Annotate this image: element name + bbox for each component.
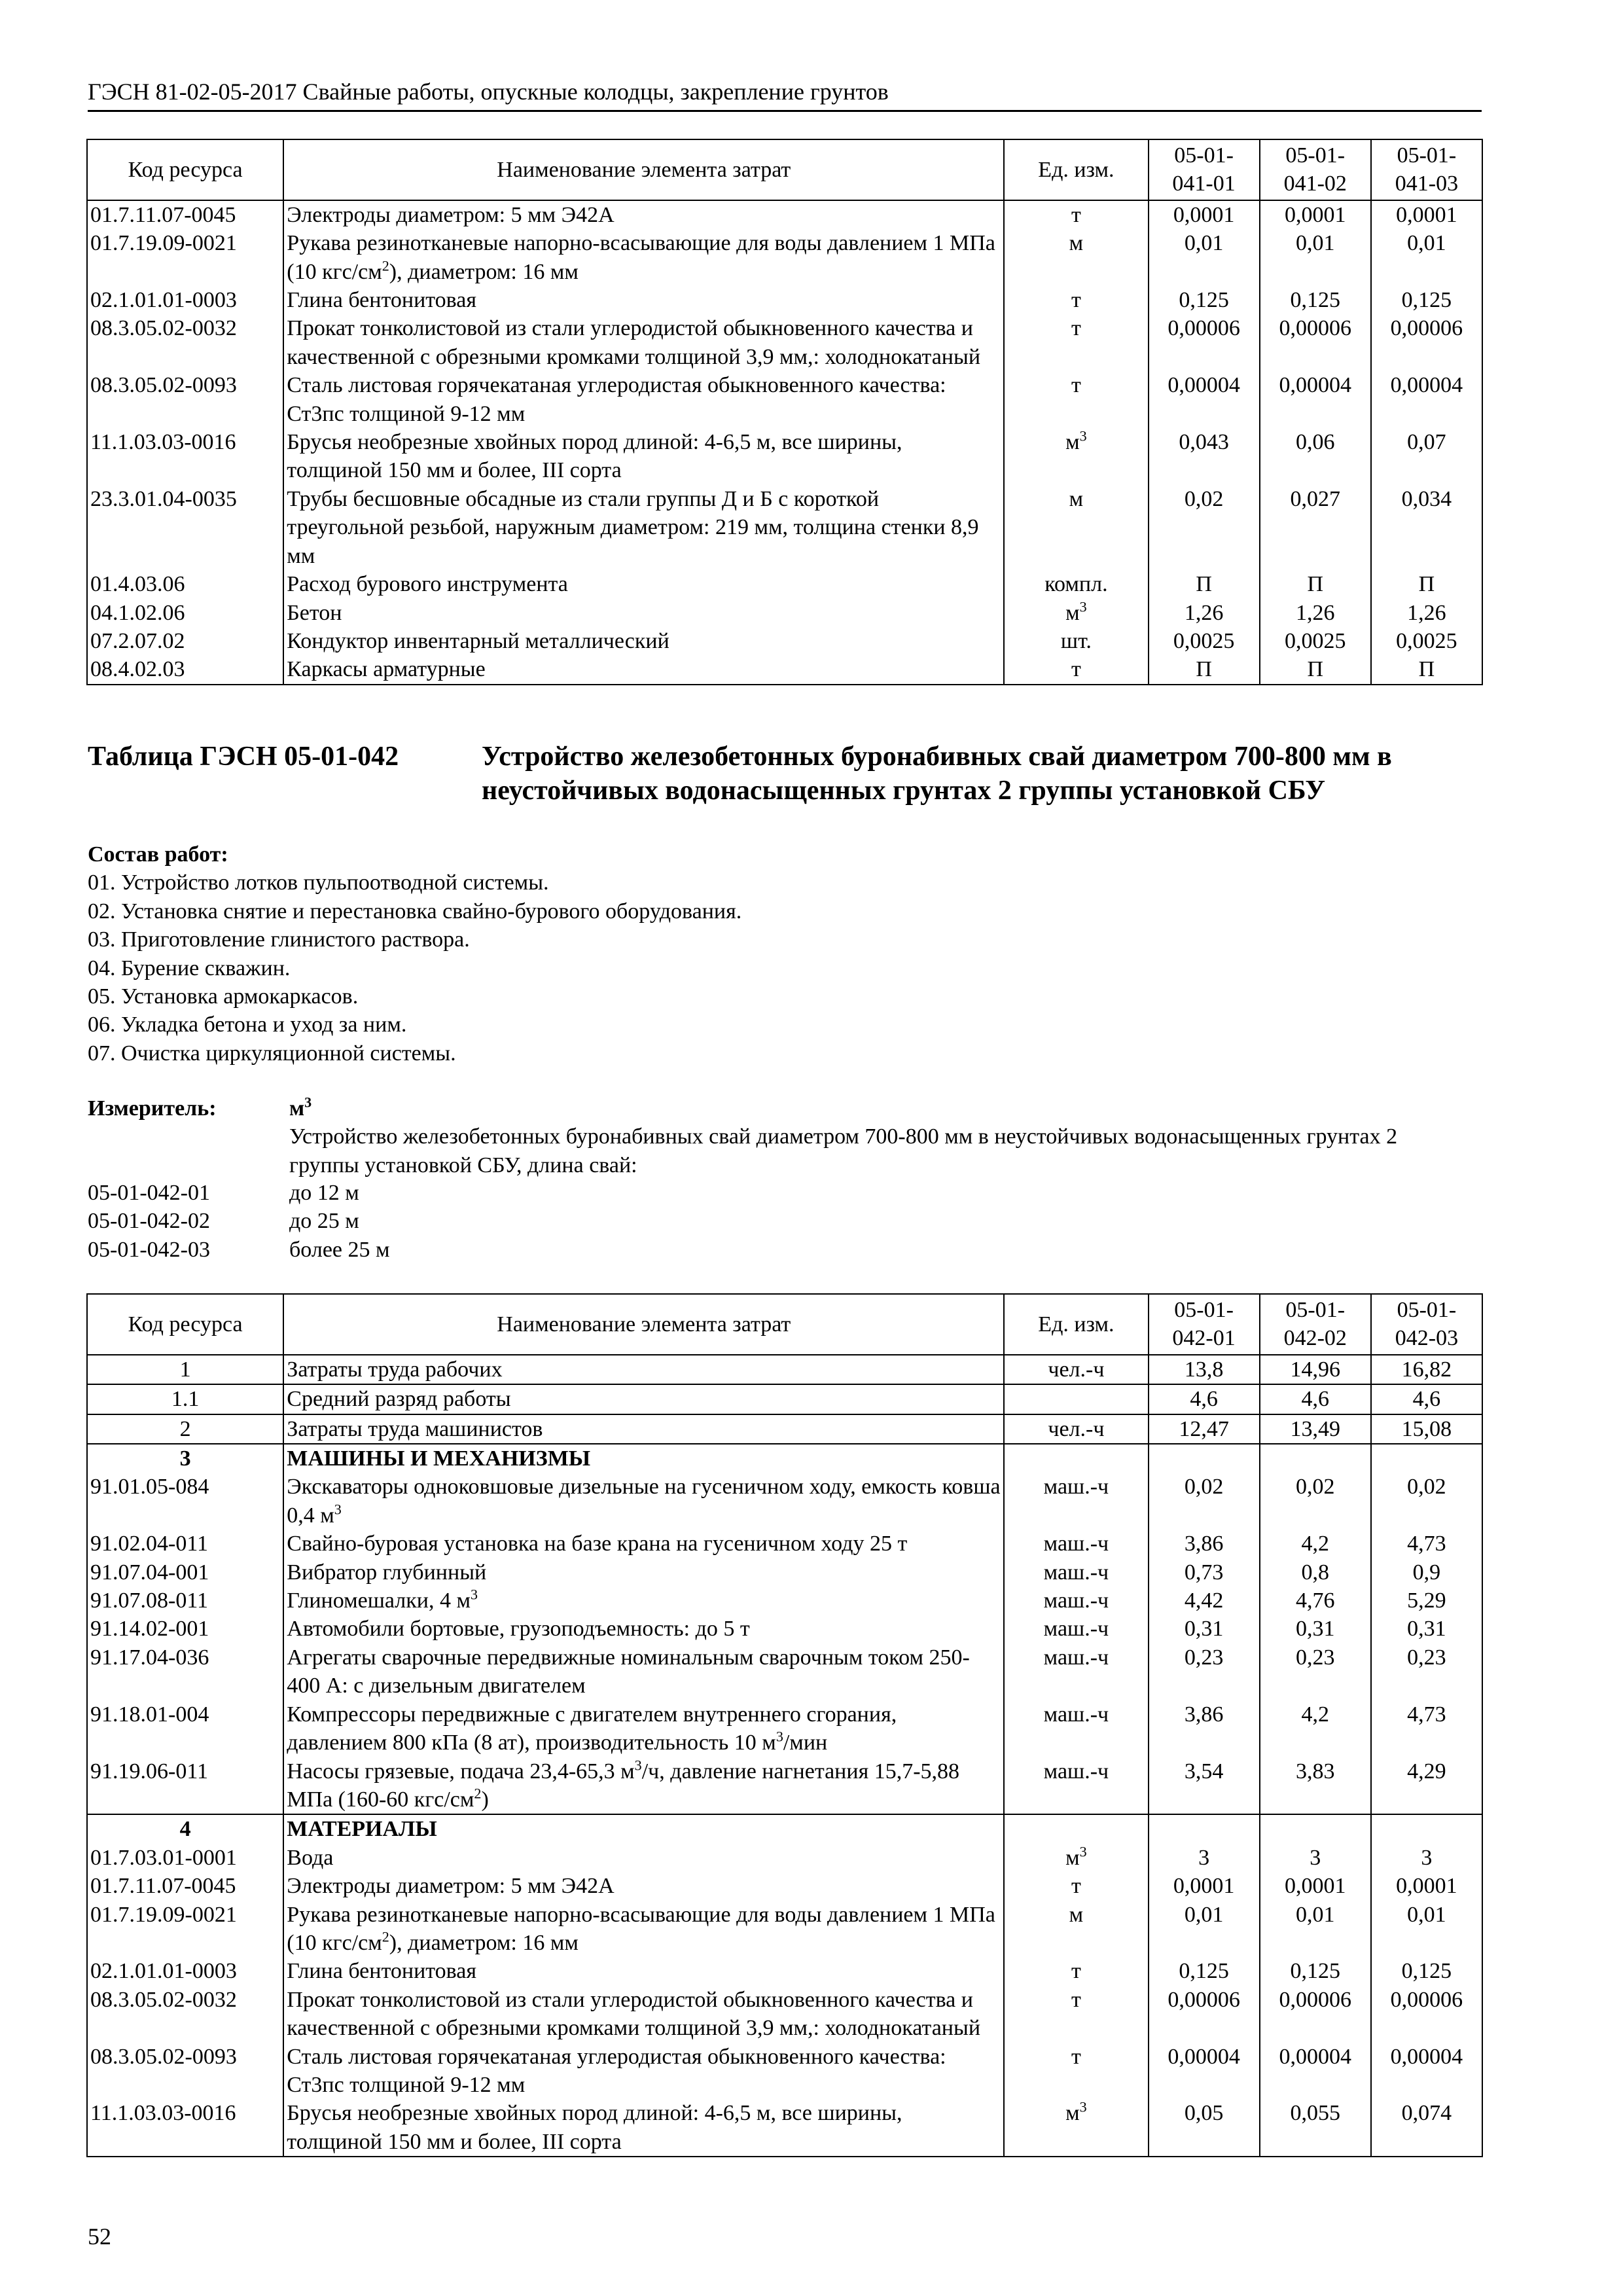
resource-code: 91.14.02-001 xyxy=(87,1615,283,1643)
work-composition-title: Состав работ: xyxy=(88,842,228,867)
table-row xyxy=(87,286,1482,314)
resource-value: 0,125 xyxy=(1371,286,1482,314)
resource-value: 0,02 xyxy=(1260,1473,1371,1530)
table-row xyxy=(87,2099,1482,2157)
resource-unit: т xyxy=(1004,371,1148,428)
col-header-name: Наименование элемента затрат xyxy=(283,139,1004,200)
work-item: 01. Устройство лотков пульпоотводной системы. xyxy=(88,870,549,895)
resource-unit: компл. xyxy=(1004,570,1148,598)
resource-unit: маш.-ч xyxy=(1004,1700,1148,1757)
resource-value xyxy=(1149,1444,1260,1473)
resource-value: 0,125 xyxy=(1149,1957,1260,1985)
resource-value: 0,31 xyxy=(1260,1615,1371,1643)
resource-name: Вибратор глубинный xyxy=(283,1558,1004,1587)
resource-code: 02.1.01.01-0003 xyxy=(87,286,283,314)
table-row xyxy=(87,1986,1482,2043)
table-row xyxy=(87,314,1482,371)
resource-unit: маш.-ч xyxy=(1004,1615,1148,1643)
resources-table-041 xyxy=(86,139,1483,685)
col-header-v1: 05-01- 041-01 xyxy=(1149,139,1260,200)
table-row xyxy=(87,1844,1482,1872)
resource-value: 4,6 xyxy=(1371,1384,1482,1414)
variant-description: до 12 м xyxy=(289,1181,359,1205)
resource-unit: т xyxy=(1004,1957,1148,1985)
resource-unit: м xyxy=(1004,1901,1148,1958)
resource-value: 0,01 xyxy=(1260,1901,1371,1958)
resource-unit xyxy=(1004,1384,1148,1414)
resource-value: 0,034 xyxy=(1371,485,1482,570)
resource-value: 0,0001 xyxy=(1260,1872,1371,1900)
resource-value: П xyxy=(1371,655,1482,684)
resource-value: 0,0025 xyxy=(1149,627,1260,655)
resource-unit: чел.-ч xyxy=(1004,1414,1148,1444)
resource-name: Рукава резинотканевые напорно-всасывающие для воды давлением 1 МПа (10 кгс/$см^2$), диаметром: 16 мм xyxy=(283,1901,1004,1958)
resource-unit: т xyxy=(1004,200,1148,229)
variant-code: 05-01-042-01 xyxy=(88,1181,210,1205)
resource-value: 15,08 xyxy=(1371,1414,1482,1444)
resource-value: 4,2 xyxy=(1260,1700,1371,1757)
resource-unit: чел.-ч xyxy=(1004,1355,1148,1384)
resource-value: 0,00004 xyxy=(1149,2043,1260,2100)
resource-value: П xyxy=(1149,655,1260,684)
table-row xyxy=(87,1901,1482,1958)
resource-value: 0,01 xyxy=(1149,1901,1260,1958)
resource-code: 11.1.03.03-0016 xyxy=(87,2099,283,2157)
resource-code: 91.07.08-011 xyxy=(87,1587,283,1615)
resource-value: 3,54 xyxy=(1149,1757,1260,1815)
table-row xyxy=(87,2043,1482,2100)
resource-value: П xyxy=(1260,570,1371,598)
resource-name: Прокат тонколистовой из стали углеродистой обыкновенного качества и качественной с обрезными кромками толщиной 3,9 мм,: холоднокатаный xyxy=(283,314,1004,371)
resource-value: 0,0001 xyxy=(1149,200,1260,229)
resource-unit: т xyxy=(1004,2043,1148,2100)
resource-name: Глина бентонитовая xyxy=(283,1957,1004,1985)
table-row xyxy=(87,599,1482,627)
resource-value: 0,00004 xyxy=(1260,371,1371,428)
resource-value: 0,00006 xyxy=(1371,314,1482,371)
resource-value: 4,42 xyxy=(1149,1587,1260,1615)
resource-value: 0,00006 xyxy=(1260,1986,1371,2043)
table-row xyxy=(87,1643,1482,1700)
resource-code: 91.19.06-011 xyxy=(87,1757,283,1815)
resource-value: 4,76 xyxy=(1260,1587,1371,1615)
resource-value: 0,027 xyxy=(1260,485,1371,570)
resource-name: Расход бурового инструмента xyxy=(283,570,1004,598)
resource-value: 0,0001 xyxy=(1149,1872,1260,1900)
resource-code: 01.7.19.09-0021 xyxy=(87,229,283,286)
work-item: 05. Установка армокаркасов. xyxy=(88,984,359,1009)
resource-value: 4,6 xyxy=(1260,1384,1371,1414)
table-title: Устройство железобетонных буронабивных свай диаметром 700-800 мм в неустойчивых водонасыщенных грунтах 2 группы установкой СБУ xyxy=(482,742,1392,806)
resource-value: 1,26 xyxy=(1149,599,1260,627)
resource-name: Бетон xyxy=(283,599,1004,627)
resource-value: 3,83 xyxy=(1260,1757,1371,1815)
resource-value: 0,00004 xyxy=(1149,371,1260,428)
resource-name: Глина бентонитовая xyxy=(283,286,1004,314)
resource-value: 0,055 xyxy=(1260,2099,1371,2157)
resource-value: 3 xyxy=(1149,1844,1260,1872)
table-row xyxy=(87,1957,1482,1985)
resource-value: 3 xyxy=(1371,1844,1482,1872)
resource-name: Прокат тонколистовой из стали углеродистой обыкновенного качества и качественной с обрезными кромками толщиной 3,9 мм,: холоднокатаный xyxy=(283,1986,1004,2043)
resource-code: 91.01.05-084 xyxy=(87,1473,283,1530)
meter-unit: $м^3$ xyxy=(289,1094,312,1121)
resource-name: Средний разряд работы xyxy=(283,1384,1004,1414)
col-header-v2: 05-01- 041-02 xyxy=(1260,139,1371,200)
resource-value: 0,31 xyxy=(1371,1615,1482,1643)
resource-name: Экскаваторы одноковшовые дизельные на гусеничном ходу, емкость ковша 0,4 $м^3$ xyxy=(283,1473,1004,1530)
resource-value: 4,73 xyxy=(1371,1530,1482,1558)
resource-value: 0,00006 xyxy=(1260,314,1371,371)
resource-name: Глиномешалки, 4 $м^3$ xyxy=(283,1587,1004,1615)
resource-unit: маш.-ч xyxy=(1004,1473,1148,1530)
resources-table-042 xyxy=(86,1293,1483,2157)
resource-code: 2 xyxy=(87,1414,283,1444)
resource-name: Электроды диаметром: 5 мм Э42А xyxy=(283,1872,1004,1900)
resource-value: 13,49 xyxy=(1260,1414,1371,1444)
resource-value: 3,86 xyxy=(1149,1700,1260,1757)
work-item: 02. Установка снятие и перестановка свайно-бурового оборудования. xyxy=(88,899,742,924)
resource-unit: маш.-ч xyxy=(1004,1643,1148,1700)
resource-value: 0,00006 xyxy=(1371,1986,1482,2043)
resource-unit: $м^3$ xyxy=(1004,2099,1148,2157)
meter-description: Устройство железобетонных буронабивных свай диаметром 700-800 мм в неустойчивых водонасыщенных грунтах 2 группы установкой СБУ, длина свай: xyxy=(289,1124,1398,1177)
resource-value: 0,23 xyxy=(1149,1643,1260,1700)
resource-code: 3 xyxy=(87,1444,283,1473)
resource-code: 01.7.19.09-0021 xyxy=(87,1901,283,1958)
resource-value: 3 xyxy=(1260,1844,1371,1872)
resource-value: 0,125 xyxy=(1371,1957,1482,1985)
col-header-unit: Ед. изм. xyxy=(1004,139,1148,200)
resource-name: Затраты труда машинистов xyxy=(283,1414,1004,1444)
table-row xyxy=(87,627,1482,655)
resource-code: 23.3.01.04-0035 xyxy=(87,485,283,570)
resource-value: 0,02 xyxy=(1149,485,1260,570)
resource-code: 91.02.04-011 xyxy=(87,1530,283,1558)
resource-name: Сталь листовая горячекатаная углеродистая обыкновенного качества: Ст3пс толщиной 9-12 мм xyxy=(283,371,1004,428)
resource-code: 1.1 xyxy=(87,1384,283,1414)
resource-unit: т xyxy=(1004,286,1148,314)
resource-name: Агрегаты сварочные передвижные номинальным сварочным током 250-400 А: с дизельным двигателем xyxy=(283,1643,1004,1700)
resource-value: 0,06 xyxy=(1260,428,1371,485)
resource-code: 1 xyxy=(87,1355,283,1384)
resource-name: МАТЕРИАЛЫ xyxy=(283,1814,1004,1843)
resource-value: 0,00006 xyxy=(1149,314,1260,371)
resource-name: Рукава резинотканевые напорно-всасывающие для воды давлением 1 МПа (10 кгс/$см^2$), диаметром: 16 мм xyxy=(283,229,1004,286)
work-item: 03. Приготовление глинистого раствора. xyxy=(88,927,470,952)
col-header-code: Код ресурса xyxy=(87,139,283,200)
resource-unit: м xyxy=(1004,229,1148,286)
resource-value: 1,26 xyxy=(1260,599,1371,627)
table-row xyxy=(87,1355,1482,1384)
resource-unit: шт. xyxy=(1004,627,1148,655)
meter-body xyxy=(289,1094,1467,1179)
table-row xyxy=(87,1473,1482,1530)
resource-code: 91.07.04-001 xyxy=(87,1558,283,1587)
table-row xyxy=(87,1615,1482,1643)
resource-value: 0,125 xyxy=(1260,1957,1371,1985)
table-row xyxy=(87,1558,1482,1587)
resource-value: 4,2 xyxy=(1260,1530,1371,1558)
table-row xyxy=(87,655,1482,684)
resource-value: 0,02 xyxy=(1149,1473,1260,1530)
work-item: 06. Укладка бетона и уход за ним. xyxy=(88,1013,407,1037)
resource-name: Насосы грязевые, подача 23,4-65,3 $м^3/ч$, давление нагнетания 15,7-5,88 МПа (160-60 кгс/$см^2$) xyxy=(283,1757,1004,1815)
table-label: Таблица ГЭСН 05-01-042 xyxy=(88,742,399,772)
resource-unit: т xyxy=(1004,314,1148,371)
work-item: 07. Очистка циркуляционной системы. xyxy=(88,1041,456,1066)
resource-code: 02.1.01.01-0003 xyxy=(87,1957,283,1985)
resource-value: 0,9 xyxy=(1371,1558,1482,1587)
resource-value: 4,73 xyxy=(1371,1700,1482,1757)
table-row xyxy=(87,1384,1482,1414)
col-header-v3: 05-01- 041-03 xyxy=(1371,139,1482,200)
resource-value: 0,00004 xyxy=(1371,2043,1482,2100)
resource-code: 07.2.07.02 xyxy=(87,627,283,655)
resource-value: 0,125 xyxy=(1149,286,1260,314)
table-row xyxy=(87,1530,1482,1558)
resource-code: 08.4.02.03 xyxy=(87,655,283,684)
resource-code: 01.7.03.01-0001 xyxy=(87,1844,283,1872)
table-row xyxy=(87,1587,1482,1615)
resource-value: 5,29 xyxy=(1371,1587,1482,1615)
table-row xyxy=(87,1414,1482,1444)
resource-name: Кондуктор инвентарный металлический xyxy=(283,627,1004,655)
resource-name: Брусья необрезные хвойных пород длиной: 4-6,5 м, все ширины, толщиной 150 мм и более, III сорта xyxy=(283,2099,1004,2157)
table-row xyxy=(87,1757,1482,1815)
resource-value: 0,23 xyxy=(1371,1643,1482,1700)
resource-value: 0,02 xyxy=(1371,1473,1482,1530)
resource-value: 16,82 xyxy=(1371,1355,1482,1384)
resource-code: 08.3.05.02-0032 xyxy=(87,314,283,371)
resource-unit: т xyxy=(1004,655,1148,684)
resource-code: 4 xyxy=(87,1814,283,1843)
resource-unit: $м^3$ xyxy=(1004,599,1148,627)
page-number: 52 xyxy=(88,2223,111,2250)
resource-unit: т xyxy=(1004,1986,1148,2043)
resource-value: 13,8 xyxy=(1149,1355,1260,1384)
work-composition xyxy=(88,840,741,1067)
resource-code: 04.1.02.06 xyxy=(87,599,283,627)
resource-code: 01.4.03.06 xyxy=(87,570,283,598)
col-header-name: Наименование элемента затрат xyxy=(283,1294,1004,1355)
resource-code: 11.1.03.03-0016 xyxy=(87,428,283,485)
resource-name: Свайно-буровая установка на базе крана на гусеничном ходу 25 т xyxy=(283,1530,1004,1558)
resource-value: 0,125 xyxy=(1260,286,1371,314)
resource-name: Автомобили бортовые, грузоподъемность: до 5 т xyxy=(283,1615,1004,1643)
resource-value: 0,73 xyxy=(1149,1558,1260,1587)
resource-value: П xyxy=(1371,570,1482,598)
resource-value xyxy=(1260,1444,1371,1473)
table-row xyxy=(87,428,1482,485)
variant-description: более 25 м xyxy=(289,1237,390,1262)
resource-name: Каркасы арматурные xyxy=(283,655,1004,684)
resource-value xyxy=(1371,1814,1482,1843)
resource-value: 0,00006 xyxy=(1149,1986,1260,2043)
resource-name: Компрессоры передвижные с двигателем внутреннего сгорания, давлением 800 кПа (8 ат), производительность 10 $м^3$/мин xyxy=(283,1700,1004,1757)
resource-value: 0,05 xyxy=(1149,2099,1260,2157)
table-row xyxy=(87,1872,1482,1900)
resource-code: 08.3.05.02-0093 xyxy=(87,371,283,428)
table-row xyxy=(87,229,1482,286)
resource-name: Вода xyxy=(283,1844,1004,1872)
resource-value: 0,01 xyxy=(1149,229,1260,286)
col-header-unit: Ед. изм. xyxy=(1004,1294,1148,1355)
resource-value: 12,47 xyxy=(1149,1414,1260,1444)
table-row xyxy=(87,200,1482,229)
table-row xyxy=(87,570,1482,598)
table-row xyxy=(87,1700,1482,1757)
resource-value xyxy=(1260,1814,1371,1843)
resource-unit xyxy=(1004,1814,1148,1843)
resource-name: МАШИНЫ И МЕХАНИЗМЫ xyxy=(283,1444,1004,1473)
resource-name: Брусья необрезные хвойных пород длиной: 4-6,5 м, все ширины, толщиной 150 мм и более, III сорта xyxy=(283,428,1004,485)
resource-value: 0,043 xyxy=(1149,428,1260,485)
table-body xyxy=(87,200,1482,685)
resource-unit: м xyxy=(1004,485,1148,570)
resource-value: 0,8 xyxy=(1260,1558,1371,1587)
resource-value: 4,6 xyxy=(1149,1384,1260,1414)
resource-code: 91.18.01-004 xyxy=(87,1700,283,1757)
resource-value: 1,26 xyxy=(1371,599,1482,627)
resource-value: 0,0025 xyxy=(1371,627,1482,655)
meter-label: Измеритель: xyxy=(88,1096,217,1121)
running-header: ГЭСН 81-02-05-2017 Свайные работы, опускные колодцы, закрепление грунтов xyxy=(88,77,1482,112)
resource-unit: $м^3$ xyxy=(1004,428,1148,485)
resource-value: 14,96 xyxy=(1260,1355,1371,1384)
resource-value: 0,0001 xyxy=(1371,200,1482,229)
resource-unit: маш.-ч xyxy=(1004,1757,1148,1815)
resource-unit: $м^3$ xyxy=(1004,1844,1148,1872)
table-row xyxy=(87,371,1482,428)
table-header-row xyxy=(87,139,1482,200)
resource-code: 91.17.04-036 xyxy=(87,1643,283,1700)
resource-unit: маш.-ч xyxy=(1004,1558,1148,1587)
resource-code: 08.3.05.02-0032 xyxy=(87,1986,283,2043)
resource-value: 0,01 xyxy=(1260,229,1371,286)
variant-code: 05-01-042-02 xyxy=(88,1209,210,1234)
resource-value xyxy=(1149,1814,1260,1843)
resource-name: Затраты труда рабочих xyxy=(283,1355,1004,1384)
resource-unit: маш.-ч xyxy=(1004,1530,1148,1558)
resource-name: Электроды диаметром: 5 мм Э42А xyxy=(283,200,1004,229)
resource-value: 0,07 xyxy=(1371,428,1482,485)
resource-value xyxy=(1371,1444,1482,1473)
table-row xyxy=(87,1444,1482,1473)
col-header-v2: 05-01- 042-02 xyxy=(1260,1294,1371,1355)
resource-code: 01.7.11.07-0045 xyxy=(87,1872,283,1900)
resource-value: П xyxy=(1149,570,1260,598)
resource-value: 0,23 xyxy=(1260,1643,1371,1700)
resource-unit: т xyxy=(1004,1872,1148,1900)
work-list xyxy=(88,869,741,1067)
resource-unit xyxy=(1004,1444,1148,1473)
resource-value: П xyxy=(1260,655,1371,684)
resource-value: 0,31 xyxy=(1149,1615,1260,1643)
resource-value: 0,00004 xyxy=(1371,371,1482,428)
resource-code: 01.7.11.07-0045 xyxy=(87,200,283,229)
resource-value: 0,074 xyxy=(1371,2099,1482,2157)
resource-value: 0,0025 xyxy=(1260,627,1371,655)
resource-value: 0,01 xyxy=(1371,1901,1482,1958)
col-header-v3: 05-01- 042-03 xyxy=(1371,1294,1482,1355)
resource-value: 0,0001 xyxy=(1371,1872,1482,1900)
col-header-code: Код ресурса xyxy=(87,1294,283,1355)
resource-name: Сталь листовая горячекатаная углеродистая обыкновенного качества: Ст3пс толщиной 9-12 мм xyxy=(283,2043,1004,2100)
resource-value: 3,86 xyxy=(1149,1530,1260,1558)
table-header-row xyxy=(87,1294,1482,1355)
table-row xyxy=(87,1814,1482,1843)
table-row xyxy=(87,485,1482,570)
resource-name: Трубы бесшовные обсадные из стали группы Д и Б с короткой треугольной резьбой, наружным диаметром: 219 мм, толщина стенки 8,9 мм xyxy=(283,485,1004,570)
resource-value: 0,00004 xyxy=(1260,2043,1371,2100)
resource-unit: маш.-ч xyxy=(1004,1587,1148,1615)
work-item: 04. Бурение скважин. xyxy=(88,956,291,980)
resource-value: 0,0001 xyxy=(1260,200,1371,229)
col-header-v1: 05-01- 042-01 xyxy=(1149,1294,1260,1355)
table-body xyxy=(87,1355,1482,2157)
resource-value: 4,29 xyxy=(1371,1757,1482,1815)
variant-code: 05-01-042-03 xyxy=(88,1237,210,1262)
resource-code: 08.3.05.02-0093 xyxy=(87,2043,283,2100)
variant-description: до 25 м xyxy=(289,1209,359,1234)
resource-value: 0,01 xyxy=(1371,229,1482,286)
